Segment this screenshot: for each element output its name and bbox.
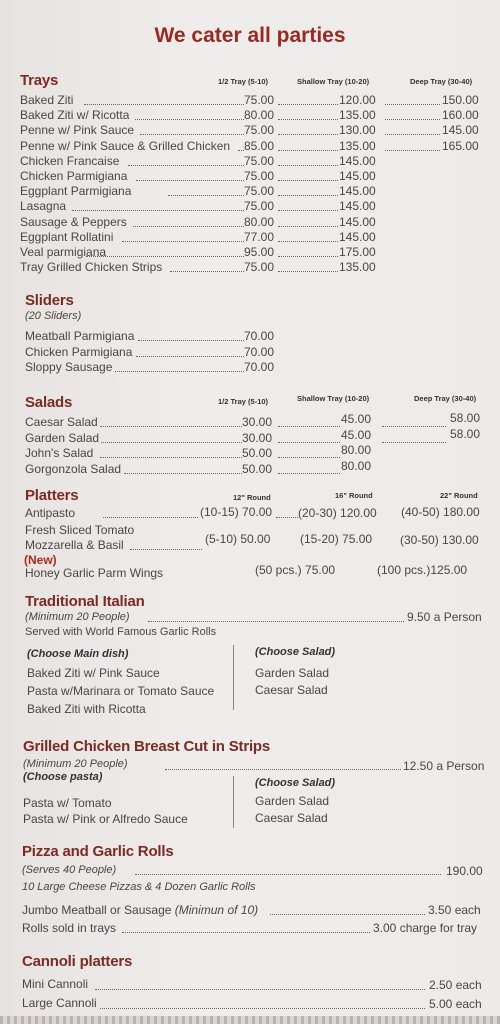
rolls-name: Rolls sold in trays	[22, 921, 117, 935]
tray-item-shallow-price: 145.00	[339, 214, 376, 229]
tray-item-name: Penne w/ Pink Sauce & Grilled Chicken	[20, 138, 231, 153]
leader-dots	[278, 473, 340, 474]
slider-item-price: 70.00	[244, 329, 275, 343]
tray-item-shallow-price: 135.00	[339, 138, 376, 153]
traditional-main-1: Baked Ziti w/ Pink Sauce	[27, 666, 160, 680]
tray-item-deep-price: 160.00	[442, 108, 479, 123]
grilled-salad-2: Caesar Salad	[255, 811, 328, 825]
leader-dots	[122, 241, 244, 242]
tray-item-name: Veal parmigiana	[20, 245, 107, 259]
platters-col-22: 22" Round	[440, 491, 478, 500]
slider-item-name: Sloppy Sausage	[25, 360, 113, 374]
tomato-16: (15-20) 75.00	[300, 532, 373, 546]
leader-dots	[168, 195, 244, 196]
leader-dots	[278, 165, 338, 166]
new-badge: (New)	[24, 553, 57, 567]
grilled-pasta-2: Pasta w/ Pink or Alfredo Sauce	[23, 812, 188, 826]
leader-dots	[100, 426, 242, 427]
leader-dots	[278, 426, 340, 427]
leader-dots	[115, 371, 244, 372]
tray-item-half-price: 75.00	[244, 153, 275, 168]
tray-item-shallow-price: 145.00	[339, 184, 376, 199]
wings-price-50: (50 pcs.) 75.00	[255, 563, 336, 577]
salad-item-half-price: 50.00	[242, 461, 273, 476]
leader-dots	[128, 165, 244, 166]
leader-dots	[382, 426, 446, 427]
tray-item-half-price: 85.00	[244, 138, 275, 153]
leader-dots	[278, 119, 338, 120]
grilled-salad-label: (Choose Salad)	[255, 777, 336, 789]
tray-item-half-price: 80.00	[244, 108, 275, 123]
tray-item-half-price: 75.00	[244, 169, 275, 183]
tray-item-name: Sausage & Peppers	[20, 214, 127, 229]
tray-item-shallow-price: 120.00	[339, 93, 376, 107]
tray-item-shallow-price: 130.00	[339, 123, 376, 138]
slider-item-price: 70.00	[244, 360, 275, 374]
slider-item-name: Meatball Parmigiana	[25, 329, 135, 343]
tray-item-deep-price: 150.00	[442, 93, 479, 107]
leader-dots	[385, 150, 440, 151]
page-title: We cater all parties	[154, 24, 346, 47]
tray-item-half-price: 75.00	[244, 260, 275, 275]
pizza-desc: 10 Large Cheese Pizzas & 4 Dozen Garlic Rolls	[22, 881, 256, 893]
sliders-heading: Sliders	[25, 292, 74, 309]
tomato-12: (5-10) 50.00	[205, 532, 271, 546]
leader-dots	[278, 241, 338, 242]
traditional-main-2: Pasta w/Marinara or Tomato Sauce	[27, 684, 215, 698]
traditional-main-label: (Choose Main dish)	[27, 648, 129, 660]
leader-dots	[100, 457, 242, 458]
leader-dots	[278, 180, 338, 181]
traditional-salad-1: Garden Salad	[255, 666, 330, 680]
tray-item-shallow-price: 135.00	[339, 260, 376, 275]
salad-item-shallow-price: 80.00	[341, 443, 372, 457]
leader-dots	[86, 256, 244, 257]
salad-item-name: John's Salad	[25, 446, 94, 460]
tomato-22: (30-50) 130.00	[400, 533, 479, 547]
trays-heading: Trays	[20, 72, 59, 89]
salad-item-deep-price: 58.00	[450, 426, 481, 441]
salad-item-deep-price: 58.00	[450, 411, 481, 425]
leader-dots	[278, 150, 338, 151]
tray-item-shallow-price: 145.00	[339, 153, 376, 168]
leader-dots	[385, 119, 440, 120]
traditional-divider	[233, 645, 234, 710]
traditional-heading: Traditional Italian	[25, 593, 145, 610]
tray-item-shallow-price: 135.00	[339, 108, 376, 123]
tray-item-deep-price: 165.00	[442, 138, 479, 153]
salad-item-shallow-price: 45.00	[341, 427, 372, 442]
tray-item-name: Baked Ziti	[20, 93, 74, 107]
leader-dots	[278, 271, 338, 272]
grilled-divider	[233, 776, 234, 828]
grilled-min: (Minimum 20 People)	[23, 758, 128, 770]
leader-dots	[138, 340, 244, 341]
traditional-served: Served with World Famous Garlic Rolls	[25, 626, 217, 638]
rolls-price: 3.00 charge for tray	[373, 921, 478, 935]
leader-dots	[278, 457, 340, 458]
cannoli-large-price: 5.00 each	[429, 997, 482, 1011]
leader-dots	[385, 134, 440, 135]
tomato-line2: Mozzarella & Basil	[25, 538, 124, 552]
traditional-main-3: Baked Ziti with Ricotta	[27, 702, 146, 716]
leader-dots	[385, 104, 440, 105]
leader-dots	[278, 134, 338, 135]
leader-dots	[84, 104, 244, 105]
leader-dots	[278, 210, 338, 211]
antipasto-16: (20-30) 120.00	[298, 506, 377, 520]
tray-item-half-price: 95.00	[244, 245, 275, 259]
wings-name: Honey Garlic Parm Wings	[25, 566, 164, 580]
trays-col-shallow: Shallow Tray (10-20)	[297, 77, 370, 86]
leader-dots	[278, 442, 340, 443]
traditional-salad-2: Caesar Salad	[255, 683, 328, 697]
tray-item-name: Eggplant Parmigiana	[20, 184, 132, 199]
salad-item-shallow-price: 80.00	[341, 458, 372, 473]
tray-item-shallow-price: 175.00	[339, 245, 376, 259]
grilled-pasta-1: Pasta w/ Tomato	[23, 796, 112, 810]
leader-dots	[101, 442, 242, 443]
tray-item-name: Eggplant Rollatini	[20, 229, 114, 244]
salad-item-half-price: 50.00	[242, 446, 273, 460]
leader-dots	[278, 226, 338, 227]
salad-item-shallow-price: 45.00	[341, 412, 372, 426]
tray-item-name: Chicken Parmigiana	[20, 169, 128, 183]
sliders-sub: (20 Sliders)	[25, 310, 82, 322]
pizza-heading: Pizza and Garlic Rolls	[22, 843, 174, 860]
pizza-serves: (Serves 40 People)	[22, 864, 117, 876]
bottom-edge	[0, 1016, 500, 1024]
tray-item-name: Tray Grilled Chicken Strips	[20, 260, 163, 275]
cannoli-mini-name: Mini Cannoli	[22, 977, 89, 991]
tray-item-half-price: 75.00	[244, 123, 275, 138]
leader-dots	[135, 119, 244, 120]
leader-dots	[382, 442, 446, 443]
tray-item-shallow-price: 145.00	[339, 199, 376, 214]
tray-item-name: Baked Ziti w/ Ricotta	[20, 108, 130, 123]
salad-item-half-price: 30.00	[242, 430, 273, 445]
tray-item-half-price: 75.00	[244, 93, 275, 107]
grilled-heading: Grilled Chicken Breast Cut in Strips	[23, 738, 271, 755]
slider-item-name: Chicken Parmigiana	[25, 344, 133, 359]
leader-dots	[278, 104, 338, 105]
antipasto-12: (10-15) 70.00	[200, 505, 273, 519]
grilled-salad-1: Garden Salad	[255, 794, 330, 808]
tray-item-shallow-price: 145.00	[339, 229, 376, 244]
platters-heading: Platters	[25, 487, 79, 504]
antipasto-22: (40-50) 180.00	[401, 505, 480, 519]
grilled-pasta-label: (Choose pasta)	[23, 771, 103, 783]
traditional-price: 9.50 a Person	[407, 610, 482, 624]
salads-col-shallow: Shallow Tray (10-20)	[297, 394, 370, 403]
traditional-min: (Minimum 20 People)	[25, 611, 130, 623]
wings-price-100: (100 pcs.)125.00	[377, 563, 468, 577]
jumbo-price: 3.50 each	[428, 903, 481, 917]
platters-col-12: 12" Round	[233, 493, 271, 502]
jumbo-name-text: Jumbo Meatball or Sausage	[22, 903, 172, 917]
traditional-salad-label: (Choose Salad)	[255, 646, 336, 658]
tray-item-half-price: 77.00	[244, 229, 275, 244]
salad-item-name: Garden Salad	[25, 430, 100, 445]
salads-heading: Salads	[25, 394, 73, 411]
jumbo-min: (Minimun of 10)	[174, 903, 259, 917]
leader-dots	[140, 134, 244, 135]
leader-dots	[278, 256, 338, 257]
tomato-line1: Fresh Sliced Tomato	[25, 523, 135, 537]
jumbo-name	[22, 903, 258, 917]
salad-item-name: Caesar Salad	[25, 415, 98, 429]
tray-item-deep-price: 145.00	[442, 123, 479, 138]
trays-col-deep: Deep Tray (30-40)	[410, 77, 473, 86]
trays-col-half: 1/2 Tray (5-10)	[218, 77, 269, 86]
pizza-price: 190.00	[446, 864, 483, 878]
tray-item-half-price: 80.00	[244, 214, 275, 229]
leader-dots	[72, 210, 244, 211]
cannoli-large-name: Large Cannoli	[22, 996, 97, 1010]
tray-item-name: Chicken Francaise	[20, 153, 120, 168]
slider-item-price: 70.00	[244, 344, 275, 359]
tray-item-shallow-price: 145.00	[339, 169, 376, 183]
antipasto-name: Antipasto	[25, 506, 76, 520]
leader-dots	[278, 195, 338, 196]
cannoli-mini-price: 2.50 each	[429, 978, 482, 992]
grilled-price: 12.50 a Person	[403, 759, 485, 773]
leader-dots	[133, 226, 244, 227]
tray-item-half-price: 75.00	[244, 199, 275, 214]
salad-item-name: Gorgonzola Salad	[25, 461, 122, 476]
salad-item-half-price: 30.00	[242, 415, 273, 429]
leader-dots	[170, 271, 244, 272]
tray-item-name: Penne w/ Pink Sauce	[20, 123, 135, 138]
leader-dots	[124, 473, 242, 474]
salads-col-deep: Deep Tray (30-40)	[414, 394, 477, 403]
platters-col-16: 16" Round	[335, 491, 373, 500]
cannoli-heading: Cannoli platters	[22, 953, 133, 970]
salads-col-half: 1/2 Tray (5-10)	[218, 397, 269, 406]
leader-dots	[136, 180, 244, 181]
tray-item-name: Lasagna	[20, 199, 67, 214]
leader-dots	[136, 356, 244, 357]
tray-item-half-price: 75.00	[244, 184, 275, 199]
